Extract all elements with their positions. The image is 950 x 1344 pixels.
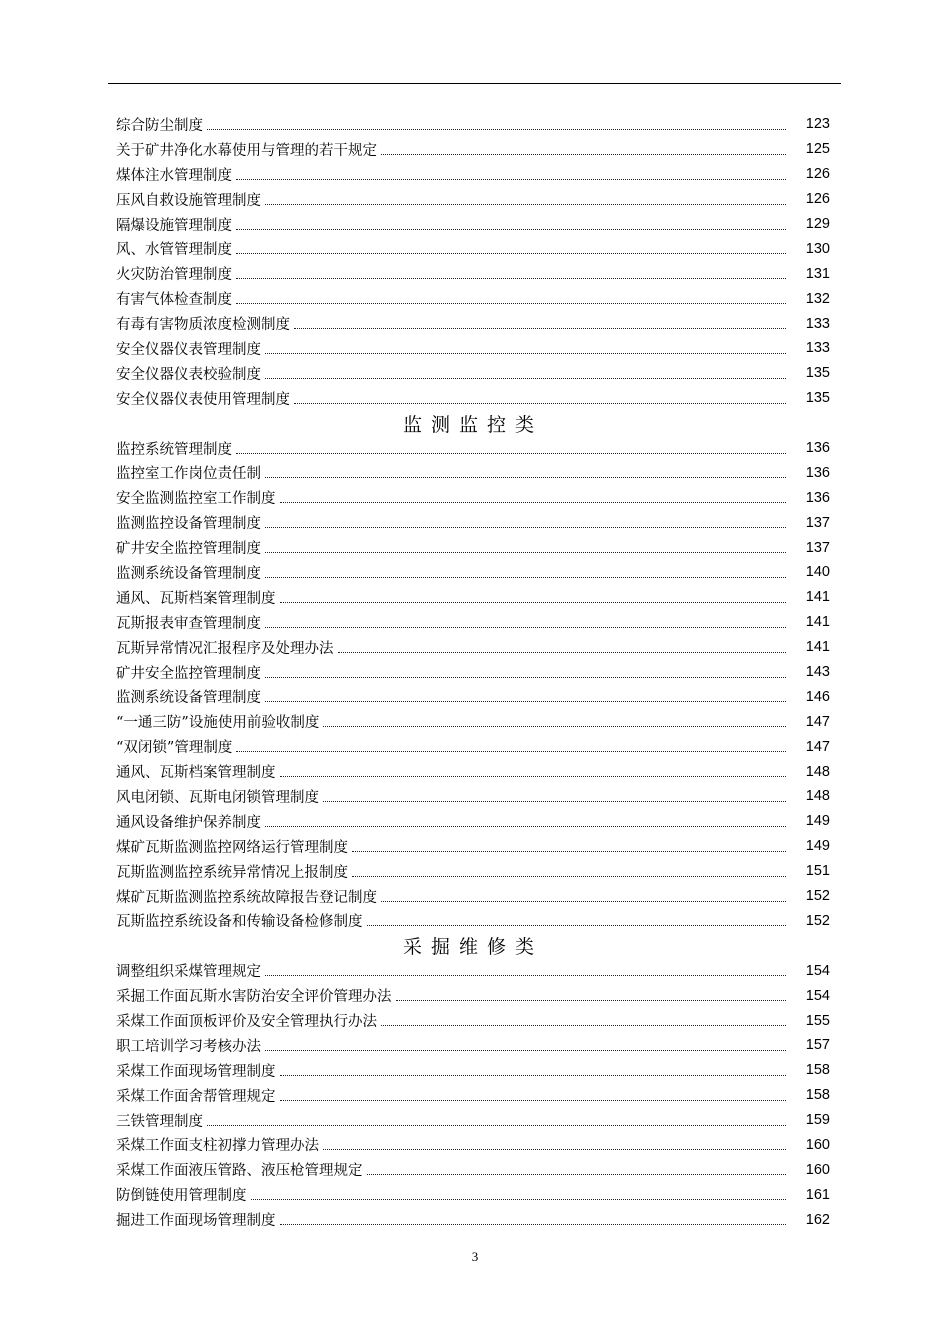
toc-entry-title: 通风、瓦斯档案管理制度 (116, 765, 276, 782)
toc-entry[interactable] (116, 236, 830, 261)
toc-entry-page: 151 (805, 863, 830, 880)
toc-entry[interactable] (116, 1033, 830, 1058)
toc-entry-title: 瓦斯报表审查管理制度 (116, 615, 261, 632)
table-of-contents (116, 112, 830, 1232)
toc-entry-title: “一通三防”设施使用前验收制度 (116, 715, 320, 732)
dot-leader (280, 1100, 787, 1101)
dot-leader (280, 1224, 787, 1225)
toc-entry-page: 135 (805, 390, 830, 407)
toc-entry[interactable] (116, 162, 830, 187)
dot-leader (236, 751, 786, 752)
toc-entry-title: 采煤工作面舍帮管理规定 (116, 1088, 276, 1105)
toc-entry-title: 瓦斯监测监控系统异常情况上报制度 (116, 864, 348, 881)
toc-entry-title: 采煤工作面顶板评价及安全管理执行办法 (116, 1014, 377, 1030)
toc-entry-title: 监测系统设备管理制度 (116, 690, 261, 707)
toc-entry[interactable] (116, 311, 830, 336)
toc-entry-title: 有害气体检查制度 (116, 292, 232, 309)
toc-entry-title: 隔爆设施管理制度 (116, 217, 232, 234)
toc-entry-title: 监测系统设备管理制度 (116, 565, 261, 582)
section-heading: 采掘维修类 (402, 936, 543, 959)
toc-entry-page: 133 (805, 340, 830, 357)
toc-entry[interactable] (116, 460, 830, 485)
toc-entry-page: 136 (805, 464, 830, 481)
toc-entry-title: 煤矿瓦斯监测监控网络运行管理制度 (116, 839, 348, 856)
toc-entry[interactable] (116, 560, 830, 585)
toc-entry[interactable] (116, 510, 830, 535)
toc-entry[interactable] (116, 1083, 830, 1108)
toc-entry[interactable] (116, 1207, 830, 1232)
toc-entry[interactable] (116, 187, 830, 212)
toc-entry-title: 有毒有害物质浓度检测制度 (116, 317, 290, 334)
toc-entry-page: 148 (805, 788, 830, 805)
dot-leader (280, 1075, 787, 1076)
dot-leader (265, 677, 786, 678)
toc-entry-page: 157 (805, 1037, 830, 1054)
toc-entry[interactable] (116, 286, 830, 311)
dot-leader (265, 577, 786, 578)
toc-entry[interactable] (116, 137, 830, 162)
toc-entry[interactable] (116, 759, 830, 784)
toc-entry-title: 采掘工作面瓦斯水害防治安全评价管理办法 (116, 989, 392, 1006)
dot-leader (265, 701, 786, 702)
dot-leader (236, 179, 786, 180)
toc-entry-title: 瓦斯异常情况汇报程序及处理办法 (116, 640, 334, 657)
dot-leader (265, 204, 786, 205)
toc-entry[interactable] (116, 709, 830, 734)
toc-entry-page: 147 (805, 738, 830, 755)
dot-leader (207, 1125, 786, 1126)
toc-entry-title: 矿井安全监控管理制度 (116, 665, 261, 682)
dot-leader (381, 1025, 786, 1026)
toc-entry[interactable] (116, 212, 830, 237)
toc-entry[interactable] (116, 684, 830, 709)
toc-entry-page: 146 (805, 688, 830, 705)
toc-entry-page: 154 (805, 987, 830, 1004)
toc-entry-page: 154 (805, 962, 830, 979)
toc-entry-page: 140 (805, 564, 830, 581)
toc-entry-title: 安全仪器仪表管理制度 (116, 341, 261, 358)
dot-leader (352, 851, 786, 852)
toc-entry-page: 148 (805, 763, 830, 780)
dot-leader (251, 1199, 787, 1200)
toc-entry-title: 采煤工作面现场管理制度 (116, 1063, 276, 1080)
toc-entry[interactable] (116, 1133, 830, 1158)
toc-entry[interactable] (116, 809, 830, 834)
toc-entry-page: 131 (805, 265, 830, 282)
dot-leader (265, 826, 786, 827)
toc-entry[interactable] (116, 635, 830, 660)
toc-entry-page: 162 (805, 1211, 830, 1228)
toc-entry-page: 152 (805, 912, 830, 929)
toc-entry-title: 煤矿瓦斯监测监控系统故障报告登记制度 (116, 889, 377, 906)
toc-entry[interactable] (116, 884, 830, 909)
toc-entry[interactable] (116, 859, 830, 884)
dot-leader (294, 328, 786, 329)
toc-entry[interactable] (116, 361, 830, 386)
toc-entry-page: 133 (805, 315, 830, 332)
toc-entry-title: 三铁管理制度 (116, 1113, 203, 1130)
toc-entry[interactable] (116, 734, 830, 759)
toc-entry[interactable] (116, 1058, 830, 1083)
toc-entry-page: 160 (805, 1161, 830, 1178)
toc-entry-title: 监控系统管理制度 (116, 441, 232, 458)
dot-leader (236, 253, 786, 254)
toc-entry[interactable] (116, 1008, 830, 1033)
toc-entry[interactable] (116, 909, 830, 934)
toc-entry[interactable] (116, 660, 830, 685)
toc-entry-page: 159 (805, 1112, 830, 1129)
toc-entry-title: 防倒链使用管理制度 (116, 1188, 247, 1205)
toc-entry-title: 风、水管管理制度 (116, 242, 232, 259)
toc-entry[interactable] (116, 1108, 830, 1133)
dot-leader (236, 303, 786, 304)
toc-entry-page: 136 (805, 489, 830, 506)
toc-entry-page: 143 (805, 664, 830, 681)
toc-entry-page: 132 (805, 290, 830, 307)
dot-leader (396, 1000, 787, 1001)
toc-entry-page: 158 (805, 1087, 830, 1104)
toc-entry-page: 149 (805, 813, 830, 830)
dot-leader (265, 378, 786, 379)
toc-entry[interactable] (116, 535, 830, 560)
toc-entry-page: 141 (805, 614, 830, 631)
dot-leader (323, 1149, 786, 1150)
toc-entry-title: 火灾防治管理制度 (116, 267, 232, 284)
toc-entry-title: 矿井安全监控管理制度 (116, 541, 261, 558)
dot-leader (280, 776, 787, 777)
toc-entry[interactable] (116, 261, 830, 286)
toc-entry-page: 136 (805, 440, 830, 457)
dot-leader (323, 726, 786, 727)
toc-entry[interactable] (116, 436, 830, 461)
toc-entry[interactable] (116, 112, 830, 137)
dot-leader (236, 453, 786, 454)
toc-entry[interactable] (116, 336, 830, 361)
dot-leader (265, 627, 786, 628)
dot-leader (265, 552, 786, 553)
toc-entry[interactable] (116, 610, 830, 635)
toc-entry-page: 137 (805, 539, 830, 556)
page-number: 3 (471, 1249, 479, 1264)
dot-leader (207, 129, 786, 130)
dot-leader (323, 801, 786, 802)
toc-entry[interactable] (116, 983, 830, 1008)
toc-entry[interactable] (116, 1157, 830, 1182)
toc-entry-title: 监控室工作岗位责任制 (116, 466, 261, 483)
toc-entry-title: 通风设备维护保养制度 (116, 814, 261, 831)
toc-entry-page: 141 (805, 589, 830, 606)
dot-leader (280, 502, 787, 503)
toc-entry-page: 147 (805, 713, 830, 730)
toc-entry-page: 137 (805, 514, 830, 531)
header-rule (108, 83, 841, 84)
toc-entry-title: 关于矿井净化水幕使用与管理的若干规定 (116, 142, 377, 159)
dot-leader (294, 403, 786, 404)
toc-entry-title: 煤体注水管理制度 (116, 167, 232, 184)
toc-entry-page: 123 (805, 116, 830, 133)
dot-leader (367, 1174, 787, 1175)
toc-entry-title: 采煤工作面支柱初撑力管理办法 (116, 1138, 319, 1155)
toc-entry-page: 160 (805, 1136, 830, 1153)
dot-leader (367, 925, 787, 926)
toc-entry[interactable] (116, 485, 830, 510)
toc-entry-page: 135 (805, 365, 830, 382)
toc-entry-title: 综合防尘制度 (116, 117, 203, 134)
dot-leader (265, 1050, 786, 1051)
dot-leader (265, 527, 786, 528)
toc-entry-title: 瓦斯监控系统设备和传输设备检修制度 (116, 914, 363, 931)
toc-entry-page: 130 (805, 240, 830, 257)
dot-leader (265, 477, 786, 478)
toc-entry-page: 155 (805, 1012, 830, 1029)
toc-entry-title: “双闭锁”管理制度 (116, 740, 233, 757)
toc-entry-page: 149 (805, 838, 830, 855)
dot-leader (381, 901, 786, 902)
toc-entry-title: 压风自救设施管理制度 (116, 192, 261, 209)
toc-entry[interactable] (116, 585, 830, 610)
toc-entry[interactable] (116, 784, 830, 809)
dot-leader (338, 652, 787, 653)
toc-entry[interactable] (116, 386, 830, 411)
toc-entry-page: 126 (805, 191, 830, 208)
toc-entry-title: 调整组织采煤管理规定 (116, 964, 261, 981)
dot-leader (265, 353, 786, 354)
toc-entry-title: 职工培训学习考核办法 (116, 1038, 261, 1055)
toc-entry-page: 125 (805, 141, 830, 158)
toc-entry[interactable] (116, 1182, 830, 1207)
toc-entry[interactable] (116, 958, 830, 983)
dot-leader (236, 278, 786, 279)
toc-entry-title: 掘进工作面现场管理制度 (116, 1213, 276, 1230)
toc-entry-title: 通风、瓦斯档案管理制度 (116, 590, 276, 607)
dot-leader (381, 154, 786, 155)
toc-entry[interactable] (116, 834, 830, 859)
toc-entry-title: 安全仪器仪表使用管理制度 (116, 391, 290, 408)
dot-leader (236, 229, 786, 230)
section-heading: 监测监控类 (402, 413, 543, 436)
dot-leader (280, 602, 787, 603)
toc-entry-page: 152 (805, 888, 830, 905)
toc-entry-title: 监测监控设备管理制度 (116, 516, 261, 533)
toc-entry-page: 161 (805, 1186, 830, 1203)
toc-entry-title: 安全仪器仪表校验制度 (116, 366, 261, 383)
toc-entry-page: 141 (805, 639, 830, 656)
toc-entry-page: 126 (805, 166, 830, 183)
dot-leader (352, 876, 786, 877)
toc-entry-page: 129 (805, 216, 830, 232)
dot-leader (265, 975, 786, 976)
toc-entry-title: 安全监测监控室工作制度 (116, 491, 276, 508)
toc-entry-title: 风电闭锁、瓦斯电闭锁管理制度 (116, 789, 319, 806)
toc-entry-title: 采煤工作面液压管路、液压枪管理规定 (116, 1163, 363, 1180)
toc-entry-page: 158 (805, 1062, 830, 1079)
